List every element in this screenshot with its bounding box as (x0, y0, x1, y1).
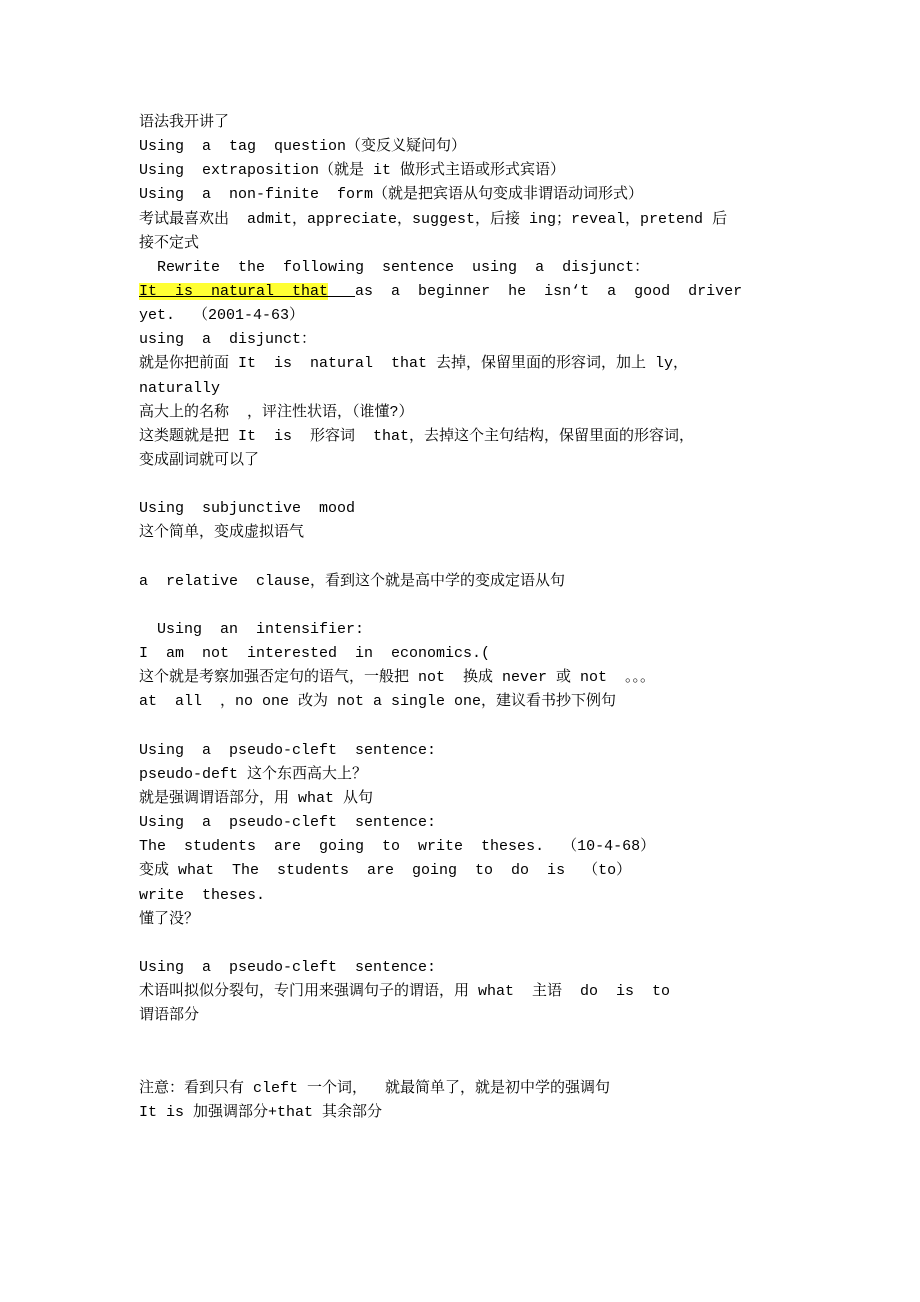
text-line-9: yet. （2001-4-63） (139, 307, 305, 325)
text-line-33: write theses. (139, 886, 266, 904)
text-line-25: at all ，no one 改为 not a single one，建议看书抄下例句 (139, 693, 617, 711)
highlighted-sentence-line (139, 280, 789, 304)
blank-line (139, 1028, 789, 1052)
text-line-41: 注意：看到只有 cleft 一个词， 就最简单了，就是初中学的强调句 (139, 1079, 611, 1097)
blank-line (139, 715, 789, 739)
blank-line (139, 594, 789, 618)
text-line-36: Using a pseudo-cleft sentence: (139, 958, 437, 976)
text-line-24: 这个就是考察加强否定句的语气，一般把 not 换成 never 或 not 。。。 (139, 669, 656, 687)
highlighted-phrase: It is natural that (139, 282, 329, 300)
text-line-20: a relative clause，看到这个就是高中学的变成定语从句 (139, 572, 566, 590)
text-line-42: It is 加强调部分+that 其余部分 (139, 1103, 383, 1121)
blank-line (139, 473, 789, 497)
text-line-1: 语法我开讲了 (139, 114, 230, 131)
text-line-34: 懂了没？ (139, 910, 200, 928)
underline-gap (328, 283, 355, 300)
text-line-37: 术语叫拟似分裂句，专门用来强调句子的谓语，用 what 主语 do is to (139, 983, 671, 1001)
blank-line (139, 546, 789, 570)
text-line-17: Using subjunctive mood (139, 500, 356, 518)
text-line-11: 就是你把前面 It is natural that 去掉，保留里面的形容词，加上 ly， (139, 355, 689, 373)
text-line-13: 高大上的名称 ，评注性状语，（谁懂?） (139, 403, 414, 421)
sentence-rest: as a beginner he isn‘t a good driver (355, 282, 743, 300)
text-line-14: 这类题就是把 It is 形容词 that，去掉这个主句结构，保留里面的形容词， (139, 427, 695, 445)
text-line-31: The students are going to write theses. （10-4-68） (139, 838, 656, 856)
document-body (139, 111, 789, 1125)
text-line-30: Using a pseudo-cleft sentence: (139, 814, 437, 832)
text-line-2: Using a tag question（变反义疑问句） (139, 138, 467, 156)
blank-line (139, 1052, 789, 1076)
text-line-22: Using an intensifier: (139, 620, 365, 638)
text-line-7: Rewrite the following sentence using a disjunct： (139, 258, 650, 276)
text-line-12: naturally (139, 379, 221, 397)
text-line-18: 这个简单，变成虚拟语气 (139, 524, 305, 542)
text-line-4: Using a non-finite form（就是把宾语从句变成非谓语动词形式） (139, 186, 644, 204)
text-line-28: pseudo-deft 这个东西高大上？ (139, 765, 368, 783)
text-line-5: 考试最喜欢出 admit，appreciate，suggest，后接 ing；reveal，pretend 后 (139, 210, 728, 228)
text-line-10: using a disjunct： (139, 331, 317, 349)
text-line-38: 谓语部分 (139, 1007, 200, 1025)
text-line-23: I am not interested in economics.( (139, 645, 491, 663)
text-line-3: Using extraposition（就是 it 做形式主语或形式宾语） (139, 162, 566, 180)
text-line-32: 变成 what The students are going to do is （to） (139, 862, 632, 880)
text-line-15: 变成副词就可以了 (139, 451, 260, 469)
text-line-29: 就是强调谓语部分，用 what 从句 (139, 789, 374, 807)
text-line-27: Using a pseudo-cleft sentence: (139, 741, 437, 759)
blank-line (139, 932, 789, 956)
text-line-6: 接不定式 (139, 234, 200, 252)
